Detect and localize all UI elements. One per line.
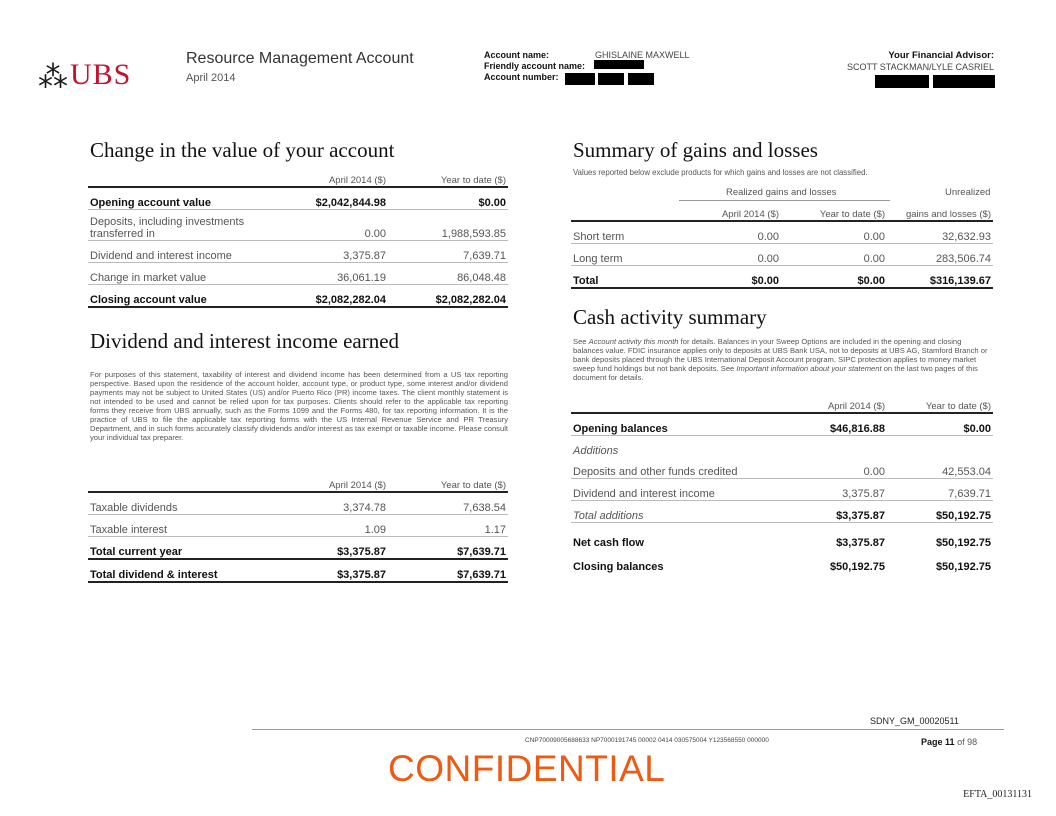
- redaction-bar: [565, 73, 595, 85]
- statement-period: April 2014: [186, 72, 236, 84]
- gains-title: Summary of gains and losses: [573, 138, 818, 162]
- table-row: Total current year $3,375.87 $7,639.71: [88, 537, 508, 560]
- table-row: Total dividend & interest $3,375.87 $7,639.71: [88, 559, 508, 582]
- advisor-names: SCOTT STACKMAN/LYLE CASRIEL: [846, 62, 994, 72]
- cash-title: Cash activity summary: [573, 305, 767, 329]
- document-title: Resource Management Account: [186, 50, 414, 67]
- cash-note: See Account activity this month for details. Balances in your Sweep Options are included in the opening and closing balances value. FDIC insurance applies only to deposits at UBS Bank USA, not to deposits at UBS AG, Stamford Branch or bank deposits placed through the UBS International Deposit Account program. SIPC protection applies to money market sweep fund holdings but not bank deposits. See Important information about your statement on the last two pages of this document for details.: [573, 337, 988, 382]
- account-number-label: Account number:: [484, 72, 559, 82]
- group-divider: [679, 200, 890, 201]
- table-row: Short term 0.00 0.00 32,632.93: [571, 221, 993, 244]
- redaction-bar: [628, 73, 654, 85]
- redaction-bar: [594, 60, 644, 69]
- page-number: Page 11 of 98: [921, 737, 978, 747]
- cash-table: [571, 394, 993, 573]
- realized-group-header: Realized gains and losses: [726, 187, 837, 198]
- table-header: April 2014 ($) Year to date ($): [571, 394, 993, 413]
- table-row: Taxable dividends 3,374.78 7,638.54: [88, 492, 508, 515]
- confidential-stamp: CONFIDENTIAL: [388, 748, 666, 789]
- dividend-table: [88, 473, 508, 583]
- ubs-keys-icon: ⁂: [38, 60, 68, 95]
- tax-disclaimer: For purposes of this statement, taxability of interest and dividend income has been determined from a US tax reporting perspective. Based upon the residence of the account holder, account type, or product type, some interest and/or dividend payments may not be subject to United States (US) and/or Puerto Rico (PR) income taxes. The client monthly statement is not intended to be used and cannot be relied upon for tax purposes. Clients should refer to the applicable tax reporting forms they receive from UBS annually, such as the Forms 1099 and the Forms 480, for tax reporting information. It is the practice of UBS to file the applicable tax reporting forms with the US Internal Revenue Service and PR Treasury Department, and in such forms accurately classify dividends and/or interest as tax exempt or taxable income. Please consult your individual tax preparer.: [90, 370, 508, 442]
- change-value-title: Change in the value of your account: [90, 138, 395, 162]
- table-row: Long term 0.00 0.00 283,506.74: [571, 244, 993, 266]
- table-row: Closing account value $2,082,282.04 $2,082,282.04: [88, 285, 508, 308]
- dividend-title: Dividend and interest income earned: [90, 329, 400, 353]
- table-row: Net cash flow $3,375.87 $50,192.75: [573, 537, 991, 549]
- change-value-table: [88, 168, 508, 308]
- ubs-logo-text: UBS: [70, 58, 132, 91]
- gains-table: [571, 202, 993, 289]
- footer-divider: [252, 729, 1004, 730]
- redaction-bar: [933, 75, 995, 88]
- table-row: Additions: [573, 445, 619, 457]
- table-header: April 2014 ($) Year to date ($): [88, 473, 508, 492]
- table-header: April 2014 ($) Year to date ($) gains and losses ($): [571, 202, 993, 221]
- table-row: Opening balances $46,816.88 $0.00: [571, 413, 993, 436]
- account-name-label: Account name:: [484, 50, 550, 60]
- redaction-bar: [598, 73, 624, 85]
- table-row: Closing balances $50,192.75 $50,192.75: [573, 561, 991, 573]
- efta-number: EFTA_00131131: [963, 789, 1032, 800]
- gains-subtitle: Values reported below exclude products for which gains and losses are not classified.: [573, 168, 868, 177]
- table-row: Deposits, including investments transferred in 0.00 1,988,593.85: [88, 210, 508, 241]
- table-row: Deposits and other funds credited 0.00 42,553.04: [571, 457, 993, 479]
- bates-number: SDNY_GM_00020511: [870, 716, 959, 726]
- table-row: Dividend and interest income 3,375.87 7,639.71: [88, 241, 508, 263]
- table-row: Change in market value 36,061.19 86,048.48: [88, 263, 508, 285]
- advisor-title: Your Financial Advisor:: [888, 50, 994, 61]
- table-header: April 2014 ($) Year to date ($): [88, 168, 508, 187]
- table-row: Total additions $3,375.87 $50,192.75: [571, 501, 993, 523]
- table-row: Total $0.00 $0.00 $316,139.67: [571, 266, 993, 289]
- friendly-name-label: Friendly account name:: [484, 61, 586, 71]
- table-row: Dividend and interest income 3,375.87 7,639.71: [571, 479, 993, 501]
- account-name-value: GHISLAINE MAXWELL: [595, 50, 690, 60]
- unrealized-header: Unrealized: [945, 187, 991, 198]
- document-code: CNP70009005688633 NP7000191745 00002 0414 030575004 Y123568550 000000: [525, 737, 769, 744]
- redaction-bar: [875, 75, 929, 88]
- table-row: Opening account value $2,042,844.98 $0.00: [88, 187, 508, 210]
- table-row: Taxable interest 1.09 1.17: [88, 515, 508, 537]
